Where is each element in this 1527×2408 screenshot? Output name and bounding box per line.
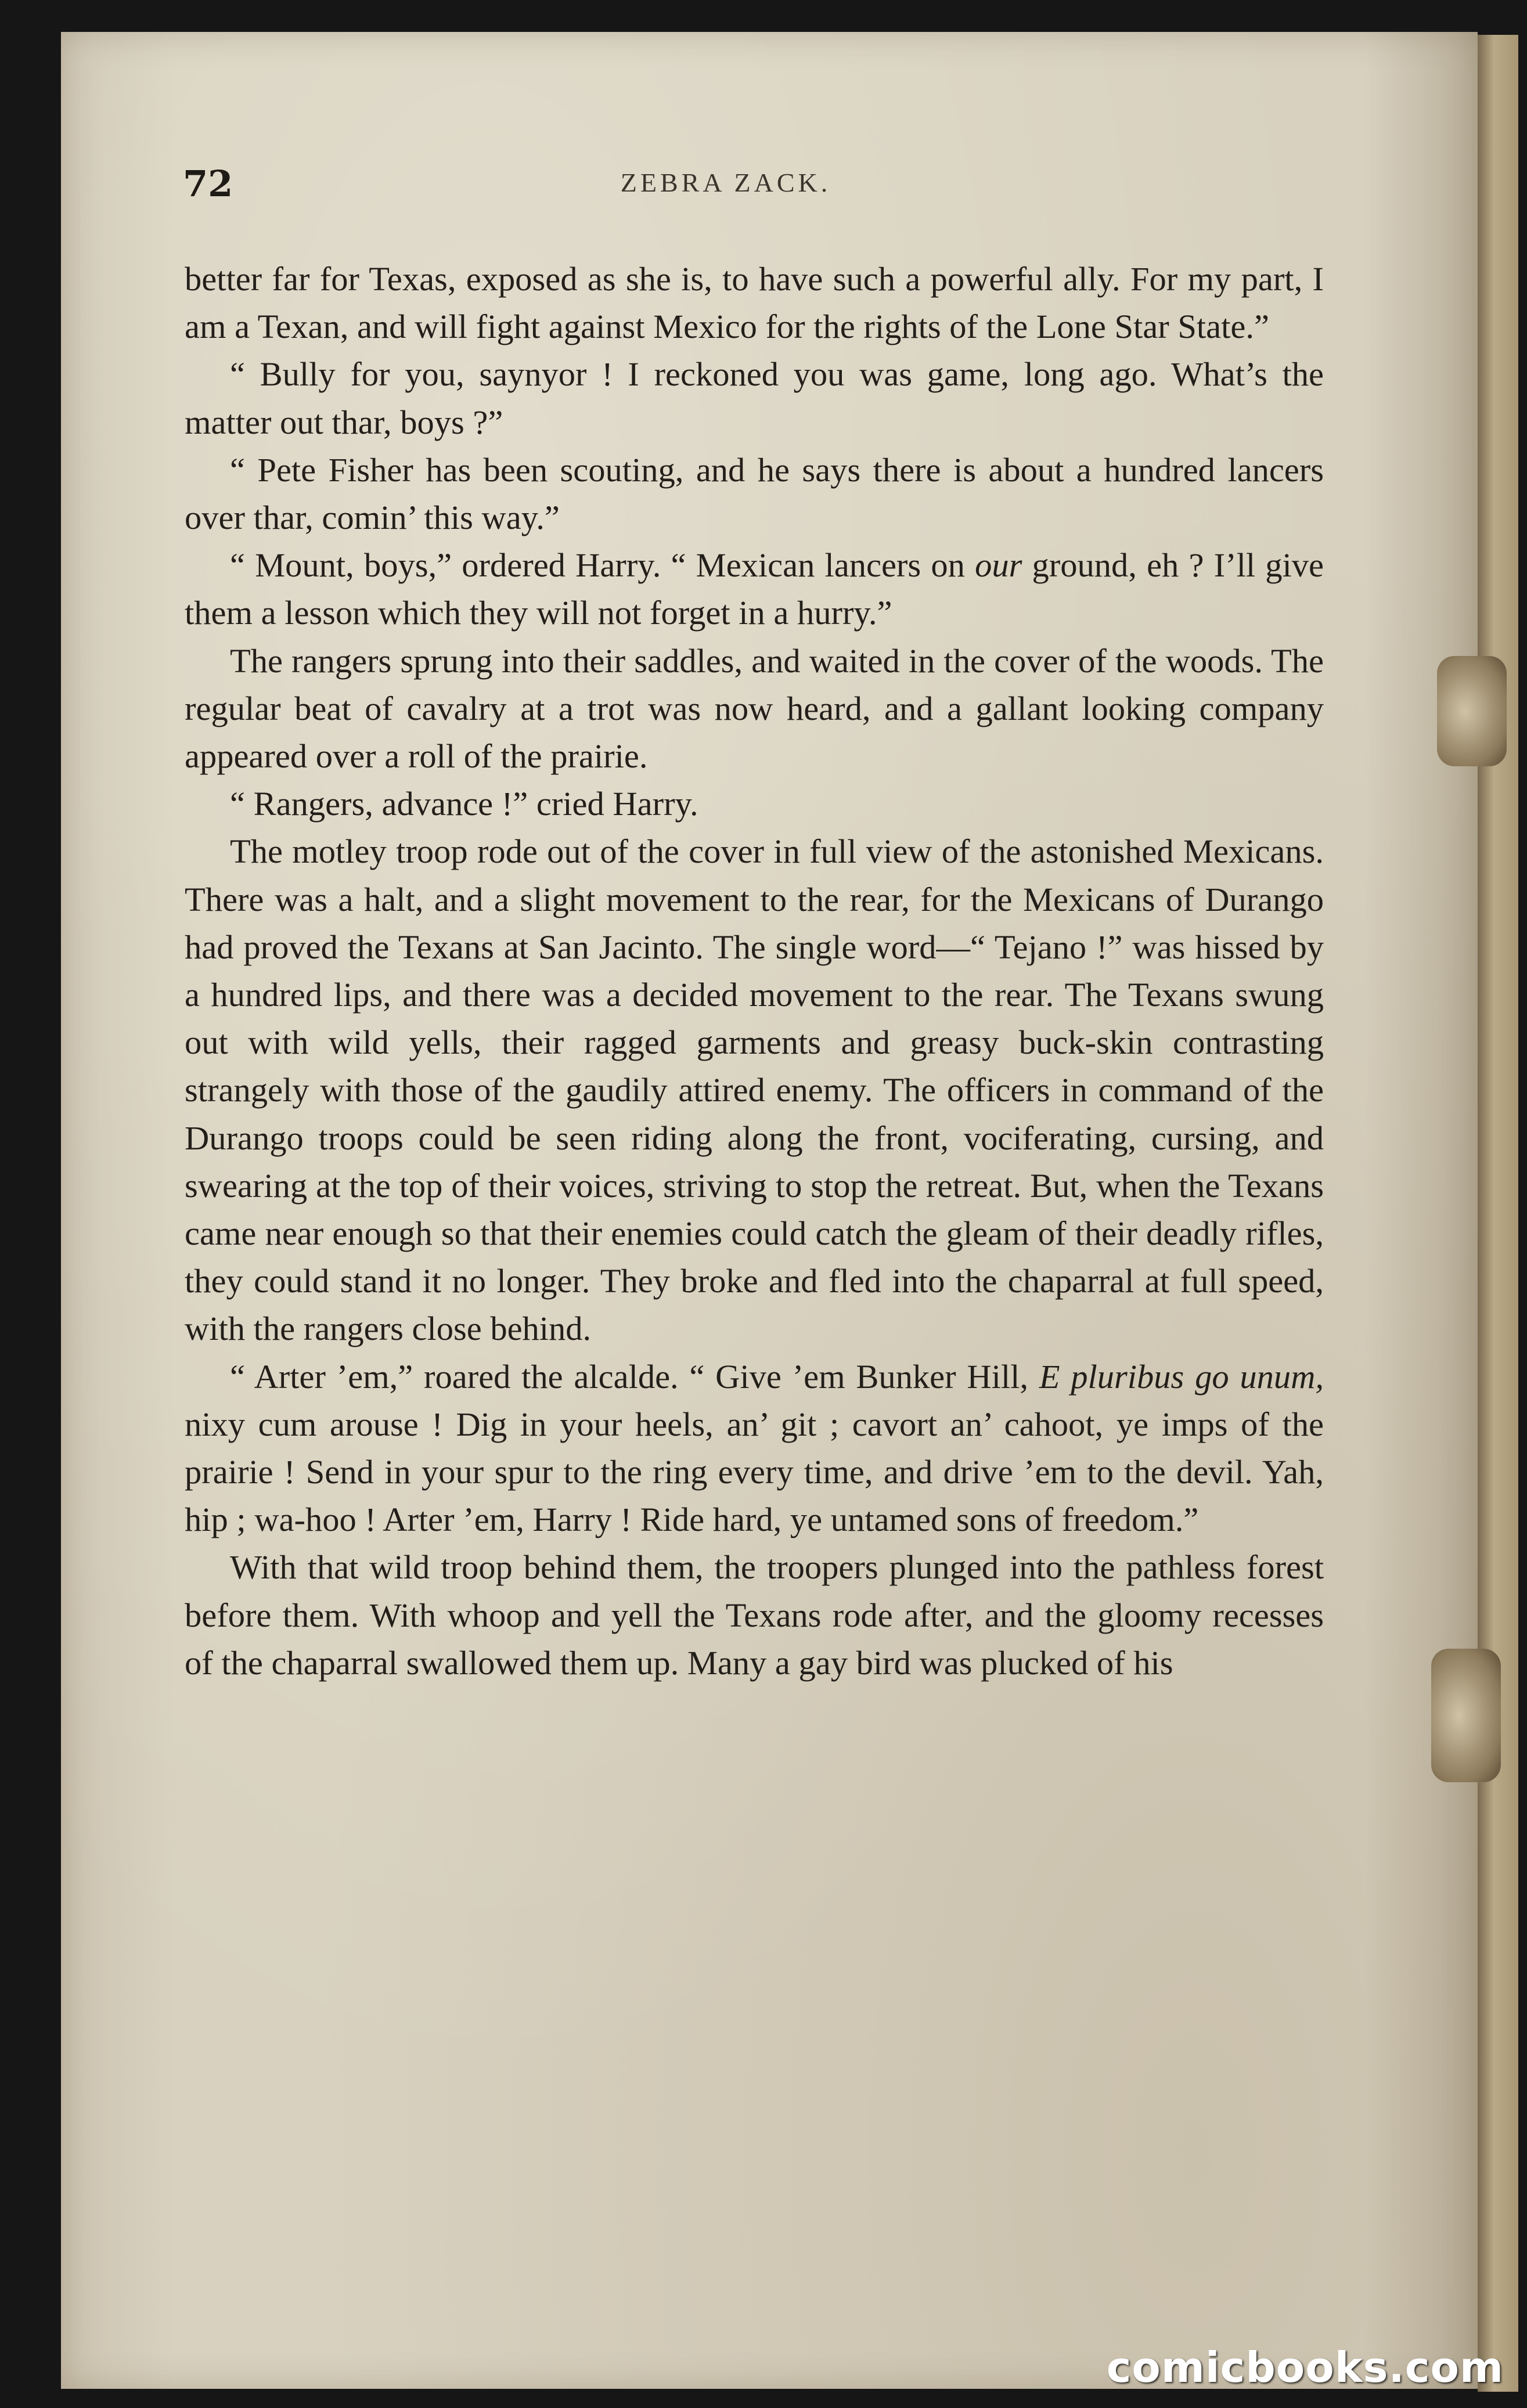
paragraph: better far for Texas, exposed as she is, to have such a powerful ally. For my part, I am a Texan, and will fight against Mexico for the rights of the Lone Star State.” [185,260,1324,346]
paragraph-text: “ Arter ’em,” roared the alcalde. “ Give ’em Bunker Hill, [230,1357,1039,1396]
paragraph [185,542,1324,637]
page-header [128,157,1324,215]
paragraph: The rangers sprung into their saddles, and waited in the cover of the woods. The regular beat of cavalry at a trot was now heard, and a gallant looking company appeared over a roll of the prairie. [185,641,1324,776]
paragraph-text: nixy cum arouse ! Dig in your heels, an’ git ; cavort an’ cahoot, ye imps of the prairie ! Send in your spur to the ring every time, and drive ’em to the devil. Yah, hip ; wa-hoo ! Arter ’em, Harry ! Ride hard, ye untamed sons of freedom.” [185,1405,1324,1539]
body-text [185,255,1324,1687]
paragraph: The motley troop rode out of the cover in full view of the astonished Mexicans. There was a halt, and a slight movement to the rear, for the Mexicans of Durango had proved the Texans at San Jacinto. The single word—“ Tejano !” was hissed by a hundred lips, and there was a decided movement to the rear. The Texans swung out with wild yells, their ragged garments and greasy buck-skin contrasting strangely with those of the gaudily attired enemy. The officers in command of the Durango troops could be seen riding along the front, vociferating, cursing, and swearing at the top of their voices, striving to stop the retreat. But, when the Texans came near enough so that their enemies could catch the gleam of their deadly rifles, they could stand it no longer. They broke and fled into the chaparral at full speed, with the rangers close behind. [185,832,1324,1348]
binding-tab [1437,656,1507,766]
paragraph-text: “ Mount, boys,” ordered Harry. “ Mexican lancers on [230,546,975,585]
paragraph: “ Pete Fisher has been scouting, and he says there is about a hundred lancers over thar, comin’ this way.” [185,450,1324,537]
next-page-edge [1478,35,1518,2392]
paragraph: “ Rangers, advance !” cried Harry. [230,785,698,823]
running-head: ZEBRA ZACK. [620,168,831,197]
watermark: comicbooks.com [1106,2343,1504,2392]
page-number: 72 [183,163,233,205]
binding-tab [1431,1649,1501,1782]
paragraph: “ Bully for you, saynyor ! I reckoned you was game, long ago. What’s the matter out thar, boys ?” [185,355,1324,441]
italic-text: our [975,546,1022,585]
paragraph [185,1353,1324,1544]
italic-text: E pluribus go unum, [1039,1357,1324,1396]
paragraph: With that wild troop behind them, the troopers plunged into the pathless forest before them. With whoop and yell the Texans rode after, and the gloomy recesses of the chaparral swallowed them up. Many a gay bird was plucked of his [185,1548,1324,1682]
paragraph-text: ground, eh ? I’ll give them a lesson which they will not forget in a hurry.” [185,546,1324,632]
